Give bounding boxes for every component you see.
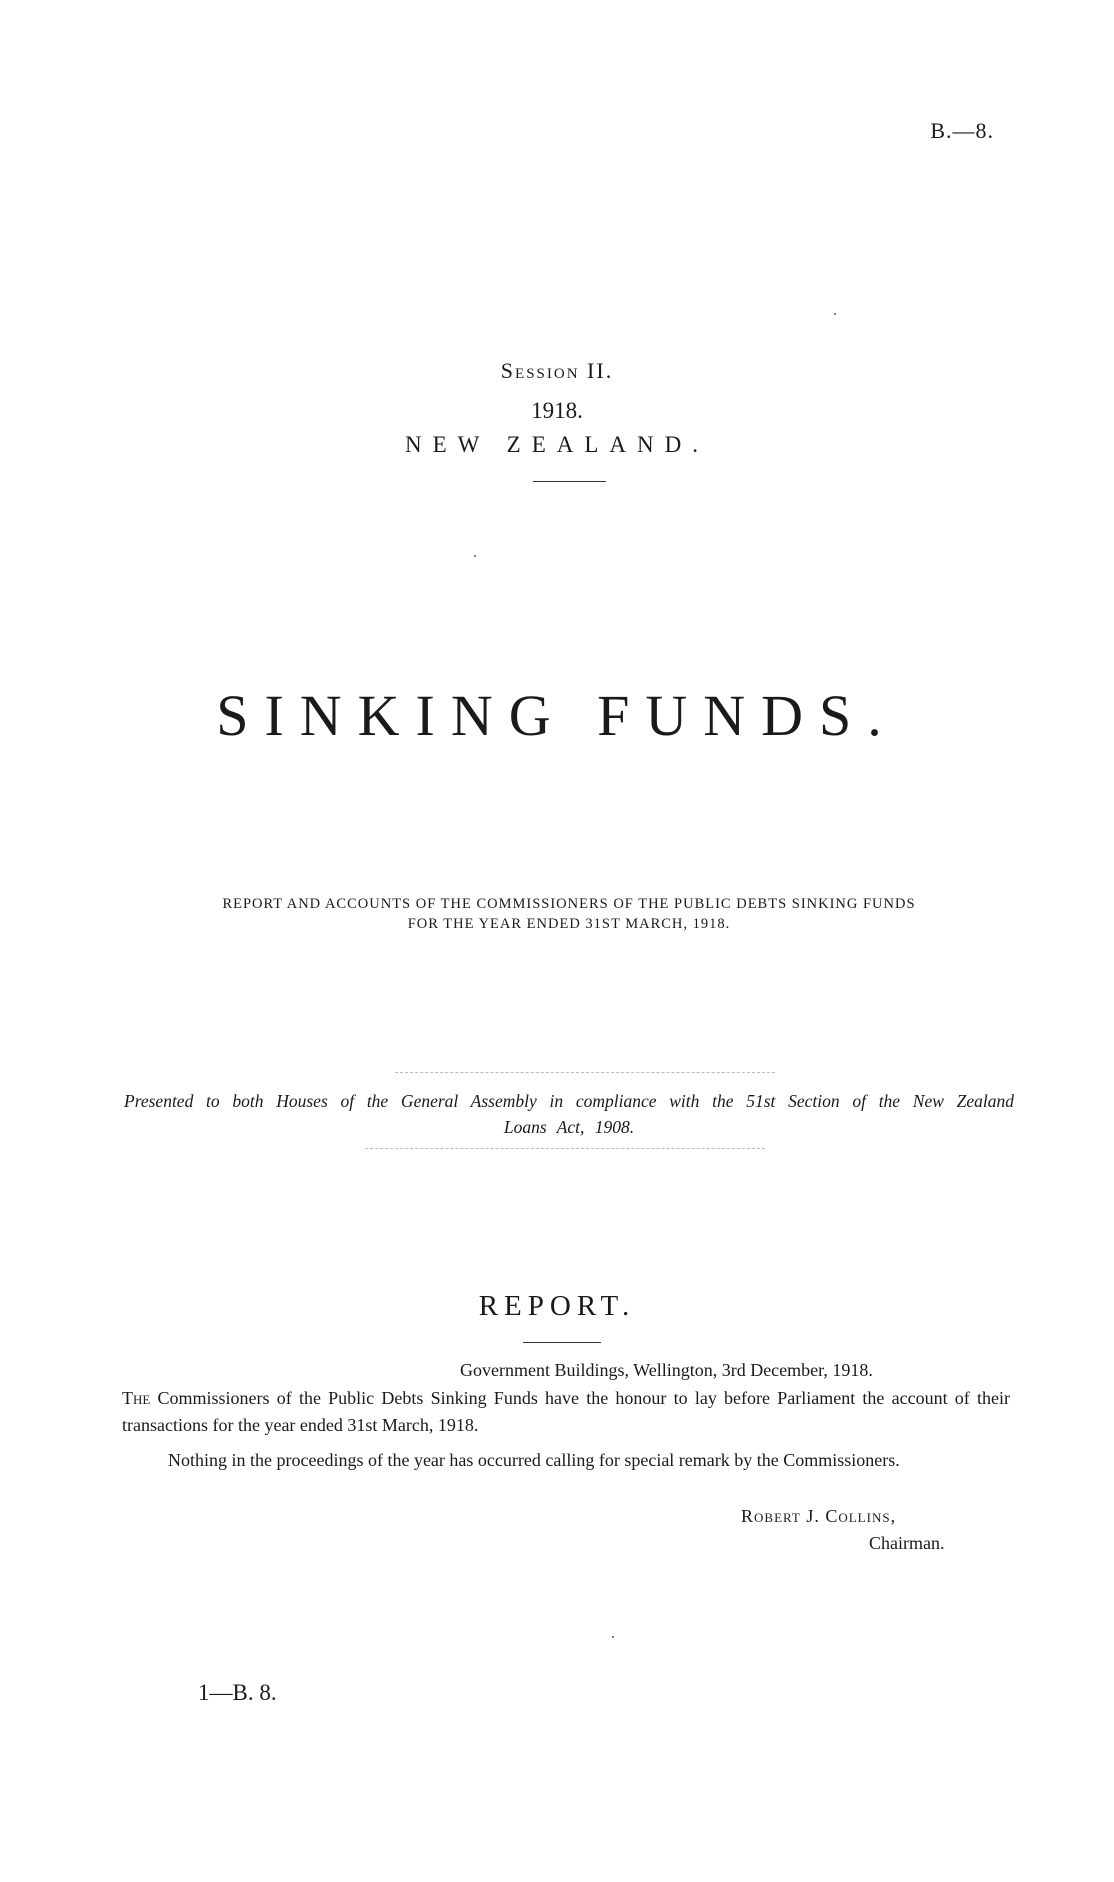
subtitle-line-2: FOR THE YEAR ENDED 31ST MARCH, 1918. [407, 916, 731, 932]
year-label: 1918. [531, 398, 583, 423]
session-label: Session II. [500, 358, 614, 383]
print-speck [834, 313, 836, 315]
paragraph-body: Commissioners of the Public Debts Sinking Funds have the honour to lay before Parliament the account of their transactions for the year ended 31st March, 1918. [122, 1388, 1010, 1435]
faint-rule [395, 1072, 775, 1073]
subtitle-line-1: REPORT AND ACCOUNTS OF THE COMMISSIONERS OF THE PUBLIC DEBTS SINKING FUNDS [222, 896, 916, 912]
report-divider-rule [523, 1342, 601, 1343]
report-heading: REPORT. [478, 1290, 636, 1322]
document-subtitle [124, 894, 1014, 934]
signature-block [741, 1503, 944, 1557]
divider-rule [533, 481, 606, 482]
paragraph-lead-word: The [122, 1388, 151, 1408]
presentation-note: Presented to both Houses of the General Assembly in compliance with the 51st Section of the New Zealand Loans Act, 1908. [124, 1091, 1014, 1137]
country-label: NEW ZEALAND. [404, 432, 710, 457]
report-paragraph-1 [122, 1385, 1010, 1439]
print-speck [612, 1636, 614, 1638]
document-title: SINKING FUNDS. [216, 683, 898, 748]
print-speck [474, 555, 476, 557]
signatory-name: Robert J. Collins, [741, 1506, 897, 1526]
report-dateline: Government Buildings, Wellington, 3rd December, 1918. [460, 1360, 873, 1380]
document-reference-top: B.—8. [930, 118, 994, 143]
document-reference-bottom: 1—B. 8. [198, 1680, 277, 1705]
report-paragraph-2: Nothing in the proceedings of the year has occurred calling for special remark by the Commissioners. [168, 1450, 900, 1470]
faint-rule [365, 1148, 765, 1149]
signatory-title: Chairman. [869, 1533, 945, 1553]
